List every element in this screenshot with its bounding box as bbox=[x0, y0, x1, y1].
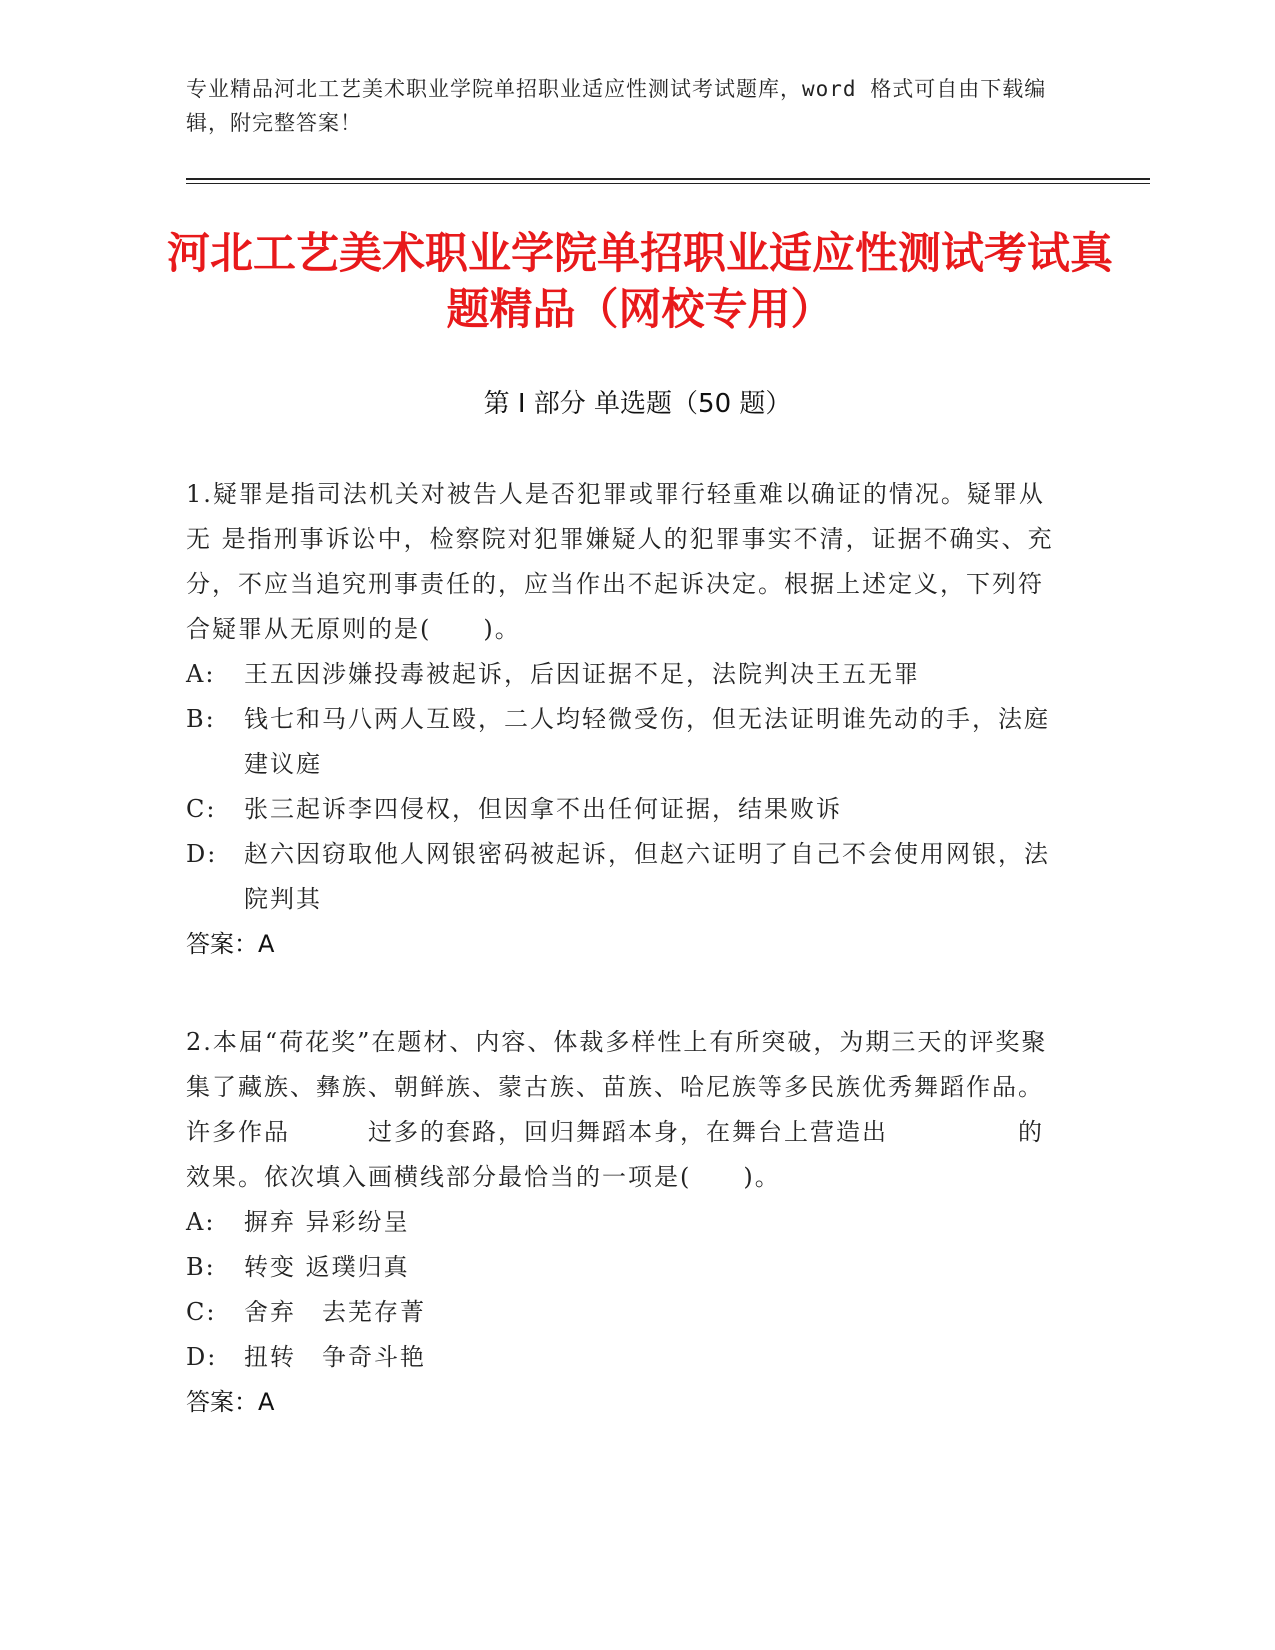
option-a bbox=[186, 1200, 1066, 1245]
header-divider-thin bbox=[186, 183, 1150, 184]
option-key: D: bbox=[186, 1343, 218, 1371]
answer-line: 答案：A bbox=[186, 930, 275, 958]
option-d bbox=[186, 1335, 1066, 1380]
option-text: 扭转 争奇斗艳 bbox=[244, 1343, 426, 1371]
option-d bbox=[186, 832, 1066, 922]
option-text: 转变 返璞归真 bbox=[244, 1253, 410, 1281]
section-heading: 第 I 部分 单选题（50 题） bbox=[483, 389, 792, 419]
question-stem: 2.本届“荷花奖”在题材、内容、体裁多样性上有所突破，为期三天的评奖聚 集了藏族、彝族、朝鲜族、蒙古族、苗族、哈尼族等多民族优秀舞蹈作品。许多作品 过多的套路，回归舞蹈本身，在舞台上营造出 的效果。依次填入画横线部分最恰当的一项是( )。 bbox=[186, 1028, 1048, 1191]
option-key: B: bbox=[186, 705, 216, 733]
option-c bbox=[186, 787, 1066, 832]
option-text: 王五因涉嫌投毒被起诉，后因证据不足，法院判决王五无罪 bbox=[244, 660, 920, 688]
option-a bbox=[186, 652, 1066, 697]
option-key: D: bbox=[186, 840, 218, 868]
question-2 bbox=[186, 1020, 1066, 1425]
option-b bbox=[186, 1245, 1066, 1290]
document-title: 河北工艺美术职业学院单招职业适应性测试考试真题精品（网校专用） bbox=[167, 229, 1113, 335]
option-text: 赵六因窃取他人网银密码被起诉，但赵六证明了自己不会使用网银，法院判其 bbox=[244, 840, 1050, 913]
option-text: 张三起诉李四侵权，但因拿不出任何证据，结果败诉 bbox=[244, 795, 842, 823]
option-c bbox=[186, 1290, 1066, 1335]
option-b bbox=[186, 697, 1066, 787]
option-key: C: bbox=[186, 795, 217, 823]
option-text: 舍弃 去芜存菁 bbox=[244, 1298, 426, 1326]
option-text: 钱七和马八两人互殴，二人均轻微受伤，但无法证明谁先动的手，法庭建议庭 bbox=[244, 705, 1050, 778]
option-key: A: bbox=[186, 1208, 216, 1236]
option-text: 摒弃 异彩纷呈 bbox=[244, 1208, 410, 1236]
question-1 bbox=[186, 472, 1066, 967]
option-key: A: bbox=[186, 660, 216, 688]
header-note: 专业精品河北工艺美术职业学院单招职业适应性测试考试题库，word 格式可自由下载编辑，附完整答案！ bbox=[186, 77, 1047, 135]
option-key: B: bbox=[186, 1253, 216, 1281]
question-stem: 1.疑罪是指司法机关对被告人是否犯罪或罪行轻重难以确证的情况。疑罪从无 是指刑事诉讼中，检察院对犯罪嫌疑人的犯罪事实不清，证据不确实、充分，不应当追究刑事责任的，应当作出不起诉决定。根据上述定义，下列符合疑罪从无原则的是( )。 bbox=[186, 480, 1054, 643]
option-key: C: bbox=[186, 1298, 217, 1326]
answer-line: 答案：A bbox=[186, 1388, 275, 1416]
header-divider bbox=[186, 178, 1150, 180]
